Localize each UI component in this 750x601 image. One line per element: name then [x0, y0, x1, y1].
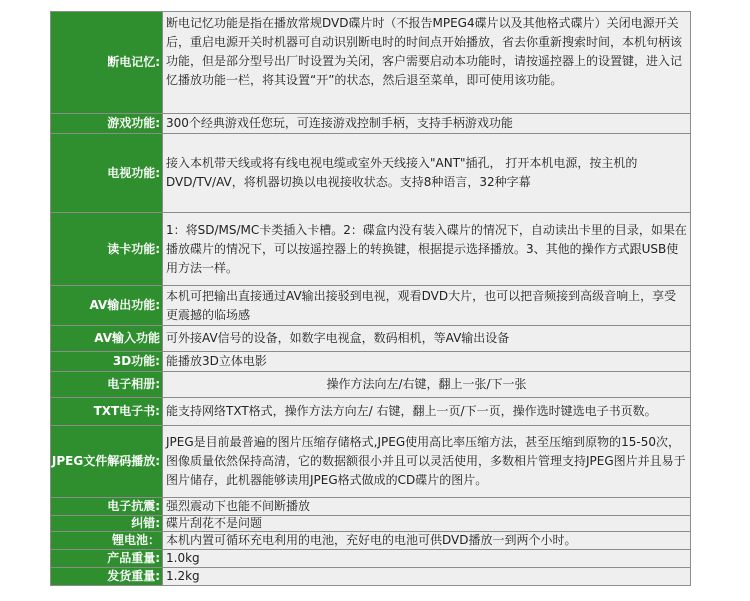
product-weight-label: 产品重量:: [51, 550, 163, 568]
spec-row-product-weight: [51, 550, 691, 568]
txt-ebook-label: TXT电子书:: [51, 398, 163, 426]
spec-row-jpeg-decode: [51, 426, 691, 498]
3d-label: 3D功能:: [51, 352, 163, 372]
power-memory-label: 断电记忆:: [51, 12, 163, 114]
photo-album-value: 操作方法向左/右键，翻上一张/下一张: [163, 372, 691, 398]
spec-row-photo-album: [51, 372, 691, 398]
anti-shock-value: 强烈震动下也能不间断播放: [163, 498, 691, 516]
lithium-battery-value: 本机内置可循环充电利用的电池，充好电的电池可供DVD播放一到两个小时。: [163, 532, 691, 550]
card-reader-label: 读卡功能:: [51, 213, 163, 286]
spec-row-power-memory: [51, 12, 691, 114]
game-label: 游戏功能:: [51, 114, 163, 134]
spec-row-lithium-battery: [51, 532, 691, 550]
power-memory-value: 断电记忆功能是指在播放常规DVD碟片时（不报告MPEG4碟片以及其他格式碟片）关闭电源开关后，重启电源开关时机器可自动识别断电时的时间点开始播放，省去你重新搜索时间，本机句柄该功能，但是部分型号出厂时设置为关闭，客户需要启动本功能时，请按遥控器上的设置键，进入记忆播放功能一栏，将其设置“开”的状态，然后退至菜单，即可使用该功能。: [163, 12, 691, 114]
3d-value: 能播放3D立体电影: [163, 352, 691, 372]
txt-ebook-value: 能支持网络TXT格式，操作方法方向左/ 右键，翻上一页/下一页，操作选时键选电子书页数。: [163, 398, 691, 426]
anti-shock-label: 电子抗震:: [51, 498, 163, 516]
product-weight-value: 1.0kg: [163, 550, 691, 568]
game-value: 300个经典游戏任您玩，可连接游戏控制手柄，支持手柄游戏功能: [163, 114, 691, 134]
spec-row-txt-ebook: [51, 398, 691, 426]
spec-table: [50, 11, 691, 586]
jpeg-decode-value: JPEG是目前最普遍的图片压缩存储格式,JPEG使用高比率压缩方法，甚至压缩到原物的15-50次，图像质量依然保持高清，它的数据额很小并且可以灵活使用，多数相片管理支持JPEG图片并且易于图片储存，此机器能够读用JPEG格式做成的CD碟片的图片。: [163, 426, 691, 498]
av-input-label: AV输入功能: [51, 326, 163, 352]
tv-value: 接入本机带天线或将有线电视电缆或室外天线接入"ANT"插孔， 打开本机电源，按主机的DVD/TV/AV，将机器切换以电视接收状态。支持8种语言，32种字幕: [163, 134, 691, 213]
card-reader-value: 1：将SD/MS/MC卡类插入卡槽。2：碟盒内没有装入碟片的情况下，自动读出卡里的目录，如果在播放碟片的情况下，可以按遥控器上的转换键，根据提示选择播放。3、其他的操作方式跟USB使用方法一样。: [163, 213, 691, 286]
spec-row-shipping-weight: [51, 568, 691, 586]
av-output-value: 本机可把输出直接通过AV输出接驳到电视，观看DVD大片，也可以把音频接到高级音响上，享受更震撼的临场感: [163, 286, 691, 326]
spec-row-av-output: [51, 286, 691, 326]
spec-row-game: [51, 114, 691, 134]
spec-row-av-input: [51, 326, 691, 352]
av-output-label: AV输出功能:: [51, 286, 163, 326]
av-input-value: 可外接AV信号的设备，如数字电视盒，数码相机，等AV输出设备: [163, 326, 691, 352]
lithium-battery-label: 锂电池：: [51, 532, 163, 550]
photo-album-label: 电子相册:: [51, 372, 163, 398]
spec-row-error-correction: [51, 516, 691, 532]
shipping-weight-label: 发货重量:: [51, 568, 163, 586]
spec-row-anti-shock: [51, 498, 691, 516]
error-correction-value: 碟片刮花不是问题: [163, 516, 691, 532]
tv-label: 电视功能:: [51, 134, 163, 213]
jpeg-decode-label: JPEG文件解码播放:: [51, 426, 163, 498]
spec-row-tv: [51, 134, 691, 213]
shipping-weight-value: 1.2kg: [163, 568, 691, 586]
error-correction-label: 纠错:: [51, 516, 163, 532]
spec-row-card-reader: [51, 213, 691, 286]
spec-row-3d: [51, 352, 691, 372]
